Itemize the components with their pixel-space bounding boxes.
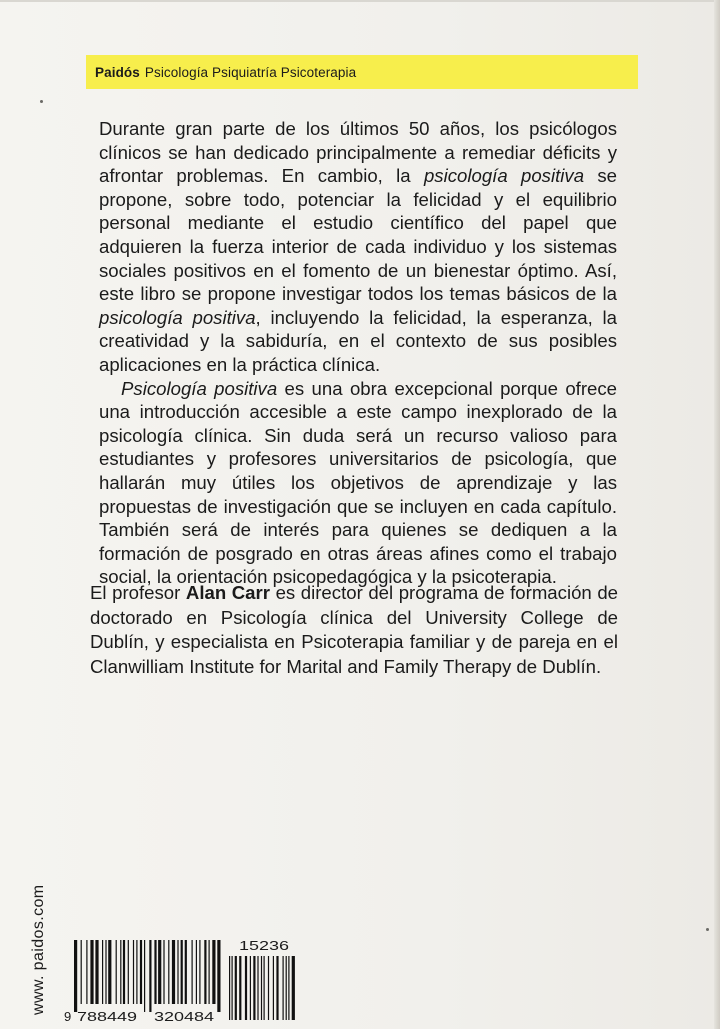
barcode-bar [149,940,151,1012]
barcode-bar [239,956,241,1020]
barcode-bar [172,940,175,1004]
barcode-bar [168,940,169,1004]
barcode-bar [264,956,265,1020]
barcode-bar [116,940,117,1004]
barcode-bar [212,940,215,1004]
barcode-bar [123,940,125,1004]
author-bio-text: El profesor [90,582,186,603]
barcode-bar [108,940,111,1004]
description-text: , incluyendo la felicidad, la esperanza, la creatividad y la sabiduría, en el contexto de sus posibles aplicaciones en la práctica clínica. [99,306,617,375]
barcode-bar [217,940,220,1012]
book-title-emphasis: Psicología positiva [121,377,278,399]
barcode-bar [185,940,187,1004]
barcode-bar [253,956,255,1020]
barcode-bar [140,940,142,1004]
barcode-bar [245,956,247,1020]
description-emphasis: psicología positiva [423,165,585,187]
barcode-bar [235,956,237,1020]
barcode-bar [268,956,269,1020]
barcode-bar [209,940,210,1004]
description-text: Durante gran parte de los últimos 50 años, los psicólogos clínicos se han dedicado principalmente a remediar déficits y afrontar problemas. En cambio, la [99,118,617,187]
barcode-bar [105,940,106,1004]
barcode-bar [74,940,77,1012]
barcode-bar [199,940,200,1004]
description-paragraph-2 [99,377,617,589]
barcode-bar [86,940,87,1004]
addon-barcode-bars [229,956,295,1020]
barcode-bar [250,956,251,1020]
barcode-bar [144,940,145,1012]
barcode-bar [177,940,178,1004]
description-text: es una obra excepcional porque ofrece una introducción accesible a este campo inexplorado de la psicología clínica. Sin duda será un recurso valioso para estudiantes y profesores universitarios de psicología, que hallarán muy útiles los objetivos de aprendizaje y las propuestas de investigación que se incluyen en cada capítulo. También será de interés para quienes se dediquen a la formación de posgrado en otras áreas afines como el trabajo social, la orientación psicopedagógica y la psicoterapia. [99,377,617,588]
paper-speck [706,928,709,931]
barcode-bar [81,940,82,1004]
barcode-bar [154,940,156,1004]
barcode-first-digit: 9 [64,1009,72,1024]
author-paragraph [90,581,618,679]
barcode-bar [95,940,98,1004]
barcode-bar [283,956,284,1020]
barcode-graphic [62,934,308,1024]
barcode-bar [276,956,278,1020]
barcode-bar [133,940,134,1004]
author-bio [90,581,618,679]
barcode-right-digits: 320484 [154,1009,214,1024]
barcode-bar [204,940,206,1004]
barcode-bar [196,940,197,1004]
barcode-bar [90,940,93,1004]
collection-band [86,55,638,89]
barcode-bar [120,940,121,1004]
paper-speck [40,100,43,103]
barcode-bar [128,940,129,1004]
barcode-bar [163,940,164,1004]
description-emphasis: psicología positiva [99,306,256,328]
cover-spine-edge [714,0,720,1029]
cover-top-edge [0,0,720,2]
barcode-bar [273,956,274,1020]
barcode-bar [288,956,289,1020]
barcode-bar [181,940,183,1004]
publisher-brand: Paidós [95,64,140,80]
barcode-bar [292,956,295,1020]
author-name: Alan Carr [185,582,270,603]
isbn-barcode [62,934,308,1024]
barcode-bar [232,956,233,1020]
collection-name: Psicología Psiquiatría Psicoterapia [144,64,357,80]
publisher-website: www. paidos.com [30,884,47,1015]
barcode-bar [192,940,193,1004]
barcode-addon-digits: 15236 [239,938,289,953]
barcode-left-digits: 788449 [77,1009,137,1024]
book-description [99,117,617,589]
barcode-bar [286,956,287,1020]
barcode-bar [257,956,258,1020]
description-paragraph-1 [99,117,617,377]
barcode-bar [136,940,137,1004]
main-barcode-bars [74,940,221,1012]
author-bio-text: es director del programa de formación de doctorado en Psicología clínica del University College de Dublín, y especialista en Psicoterapia familiar y de pareja en el Clanwilliam Institute for Marital and Family Therapy de Dublín. [90,582,619,677]
barcode-bar [261,956,262,1020]
description-text: se propone, sobre todo, potenciar la felicidad y el equilibrio personal mediante el estudio científico del papel que adquieren la fuerza interior de cada individuo y los sistemas sociales positivos en el fomento de un bienestar óptimo. Así, este libro se propone investigar todos los temas básicos de la [99,165,617,305]
barcode-bar [158,940,161,1004]
barcode-bar [229,956,230,1020]
barcode-bar [102,940,103,1004]
